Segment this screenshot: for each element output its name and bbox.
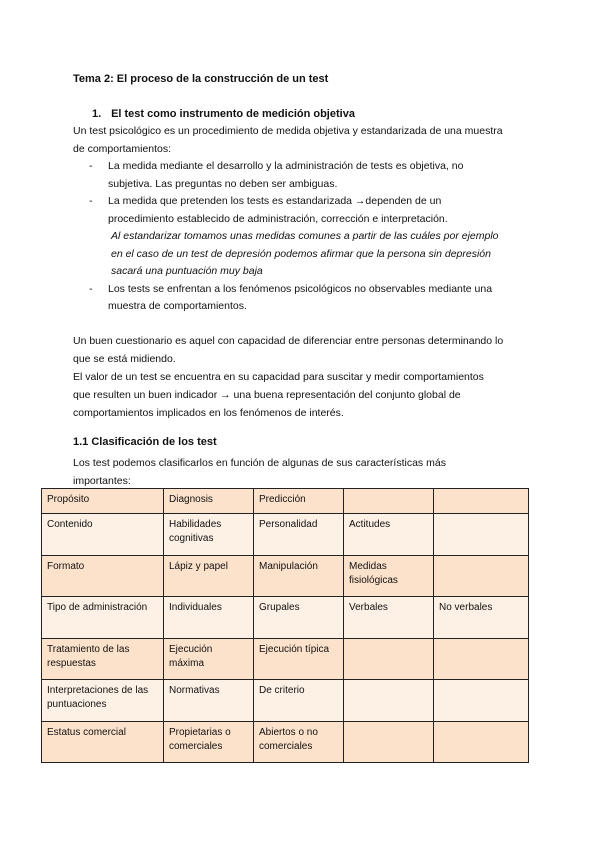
table-cell: Propósito bbox=[42, 489, 164, 514]
table-row bbox=[42, 639, 529, 680]
classification-table bbox=[41, 488, 529, 763]
table-cell: Tratamiento de las respuestas bbox=[42, 639, 164, 680]
table-cell bbox=[434, 680, 529, 722]
italic-note-line: Al estandarizar tomamos unas medidas comunes a partir de las cuáles por ejemplo bbox=[111, 230, 499, 242]
table-cell: Normativas bbox=[164, 680, 254, 722]
section-number: 1. bbox=[92, 108, 102, 120]
table-cell: Ejecución típica bbox=[254, 639, 344, 680]
text-line: El valor de un test se encuentra en su capacidad para suscitar y medir comportamientos bbox=[73, 371, 484, 383]
table-cell bbox=[434, 556, 529, 597]
text-line: Un test psicológico es un procedimiento de medida objetiva y estandarizada de una muestra bbox=[73, 125, 503, 137]
bullet-dash: - bbox=[89, 282, 93, 295]
table-cell: De criterio bbox=[254, 680, 344, 722]
table-cell: Ejecución máxima bbox=[164, 639, 254, 680]
bullet-item bbox=[73, 281, 533, 316]
table-cell: No verbales bbox=[434, 597, 529, 639]
table-cell: Actitudes bbox=[344, 514, 434, 556]
table-cell bbox=[434, 489, 529, 514]
text-line: importantes: bbox=[73, 475, 131, 487]
text-line: Los tests se enfrentan a los fenómenos psicológicos no observables mediante una bbox=[108, 282, 493, 295]
table-row bbox=[42, 556, 529, 597]
table-cell: Abiertos o no comerciales bbox=[254, 722, 344, 763]
table-cell bbox=[434, 722, 529, 763]
text-line: de comportamientos: bbox=[73, 143, 172, 155]
text-line: La medida mediante el desarrollo y la administración de tests es objetiva, no bbox=[108, 160, 464, 172]
text-line: procedimiento establecido de administración, corrección e interpretación. bbox=[108, 212, 448, 225]
text-line: Los test podemos clasificarlos en función de algunas de sus características más bbox=[73, 457, 446, 469]
paragraph-cuestionario bbox=[73, 332, 503, 422]
table-cell bbox=[344, 489, 434, 514]
table-cell: Interpretaciones de las puntuaciones bbox=[42, 680, 164, 722]
subsection-heading: 1.1 Clasificación de los test bbox=[73, 436, 217, 448]
table-cell bbox=[344, 680, 434, 722]
table-cell: Formato bbox=[42, 556, 164, 597]
text-line: que se está midiendo. bbox=[73, 353, 176, 365]
table-row bbox=[42, 722, 529, 763]
table-cell: Contenido bbox=[42, 514, 164, 556]
table-row bbox=[42, 597, 529, 639]
table-cell: Predicción bbox=[254, 489, 344, 514]
table-cell: Habilidades cognitivas bbox=[164, 514, 254, 556]
table-cell: Medidas fisiológicas bbox=[344, 556, 434, 597]
document-title: Tema 2: El proceso de la construcción de un test bbox=[73, 73, 329, 85]
table-cell: Tipo de administración bbox=[42, 597, 164, 639]
intro-paragraph bbox=[73, 122, 503, 158]
table-cell bbox=[434, 639, 529, 680]
table-cell: Propietarias o comerciales bbox=[164, 722, 254, 763]
table-row bbox=[42, 680, 529, 722]
bullet-dash: - bbox=[89, 195, 93, 207]
section-heading-text: El test como instrumento de medición objetiva bbox=[111, 108, 355, 120]
table-cell: Diagnosis bbox=[164, 489, 254, 514]
bullet-list bbox=[73, 158, 533, 316]
italic-note-line: sacará una puntuación muy baja bbox=[111, 265, 263, 277]
table-cell bbox=[344, 722, 434, 763]
table-cell: Lápiz y papel bbox=[164, 556, 254, 597]
table-cell: Grupales bbox=[254, 597, 344, 639]
italic-note-line: en el caso de un test de depresión podemos afirmar que la persona sin depresión bbox=[111, 247, 491, 260]
bullet-item bbox=[73, 193, 533, 281]
text-line: Un buen cuestionario es aquel con capacidad de diferenciar entre personas determinando lo bbox=[73, 335, 504, 347]
table-row bbox=[42, 514, 529, 556]
table-cell: Individuales bbox=[164, 597, 254, 639]
text-line: muestra de comportamientos. bbox=[108, 300, 247, 312]
bullet-item bbox=[73, 158, 533, 193]
table-cell: Personalidad bbox=[254, 514, 344, 556]
table-cell bbox=[434, 514, 529, 556]
table-cell: Verbales bbox=[344, 597, 434, 639]
table-cell: Estatus comercial bbox=[42, 722, 164, 763]
bullet-dash: - bbox=[89, 160, 93, 172]
text-line: que resulten un buen indicador → una buena representación del conjunto global de bbox=[73, 389, 461, 401]
subsection-intro bbox=[73, 454, 446, 490]
text-line: comportamientos implicados en los fenómenos de interés. bbox=[73, 407, 344, 419]
text-line: La medida que pretenden los tests es estandarizada →dependen de un bbox=[108, 195, 442, 207]
table-row bbox=[42, 489, 529, 514]
table-cell bbox=[344, 639, 434, 680]
section-heading bbox=[92, 108, 355, 120]
text-line: subjetiva. Las preguntas no deben ser ambiguas. bbox=[108, 177, 338, 190]
table-cell: Manipulación bbox=[254, 556, 344, 597]
